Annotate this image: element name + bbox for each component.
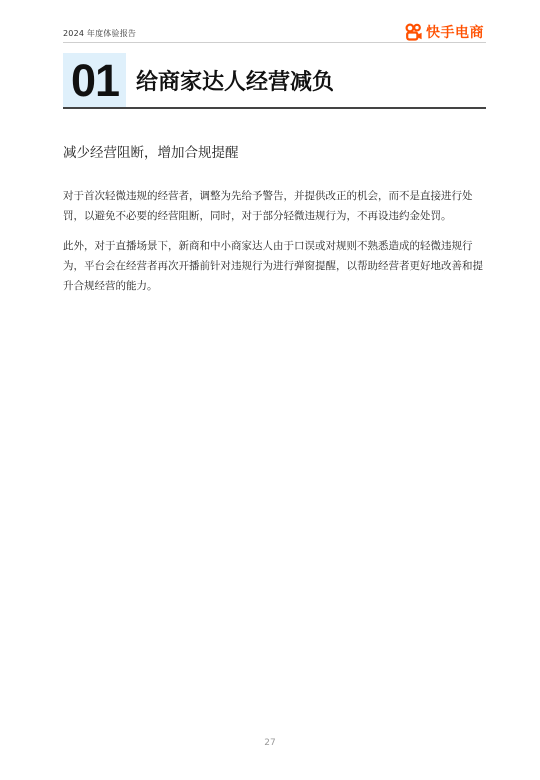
kuaishou-logo-icon <box>405 23 423 41</box>
section-title-divider <box>63 107 486 109</box>
section-title: 给商家达人经营减负 <box>136 70 335 95</box>
content-paragraph-2: 此外，对于直播场景下，新商和中小商家达人由于口误或对规则不熟悉造成的轻微违规行为，平台会在经营者再次开播前针对违规行为进行弹窗提醒，以帮助经营者更好地改善和提升合规经营的能力。 <box>63 240 483 292</box>
content-subtitle: 减少经营阻断，增加合规提醒 <box>63 145 239 161</box>
report-header-label: 2024 年度体验报告 <box>63 29 137 38</box>
header-divider <box>63 42 486 43</box>
page-number: 27 <box>264 738 276 748</box>
content-paragraph-1: 对于首次轻微违规的经营者，调整为先给予警告，并提供改正的机会，而不是直接进行处罚，以避免不必要的经营阻断，同时，对于部分轻微违规行为，不再设违约金处罚。 <box>63 190 473 222</box>
brand-logo-group <box>405 22 484 42</box>
section-number: 01 <box>71 55 120 106</box>
brand-name: 快手电商 <box>426 25 484 41</box>
